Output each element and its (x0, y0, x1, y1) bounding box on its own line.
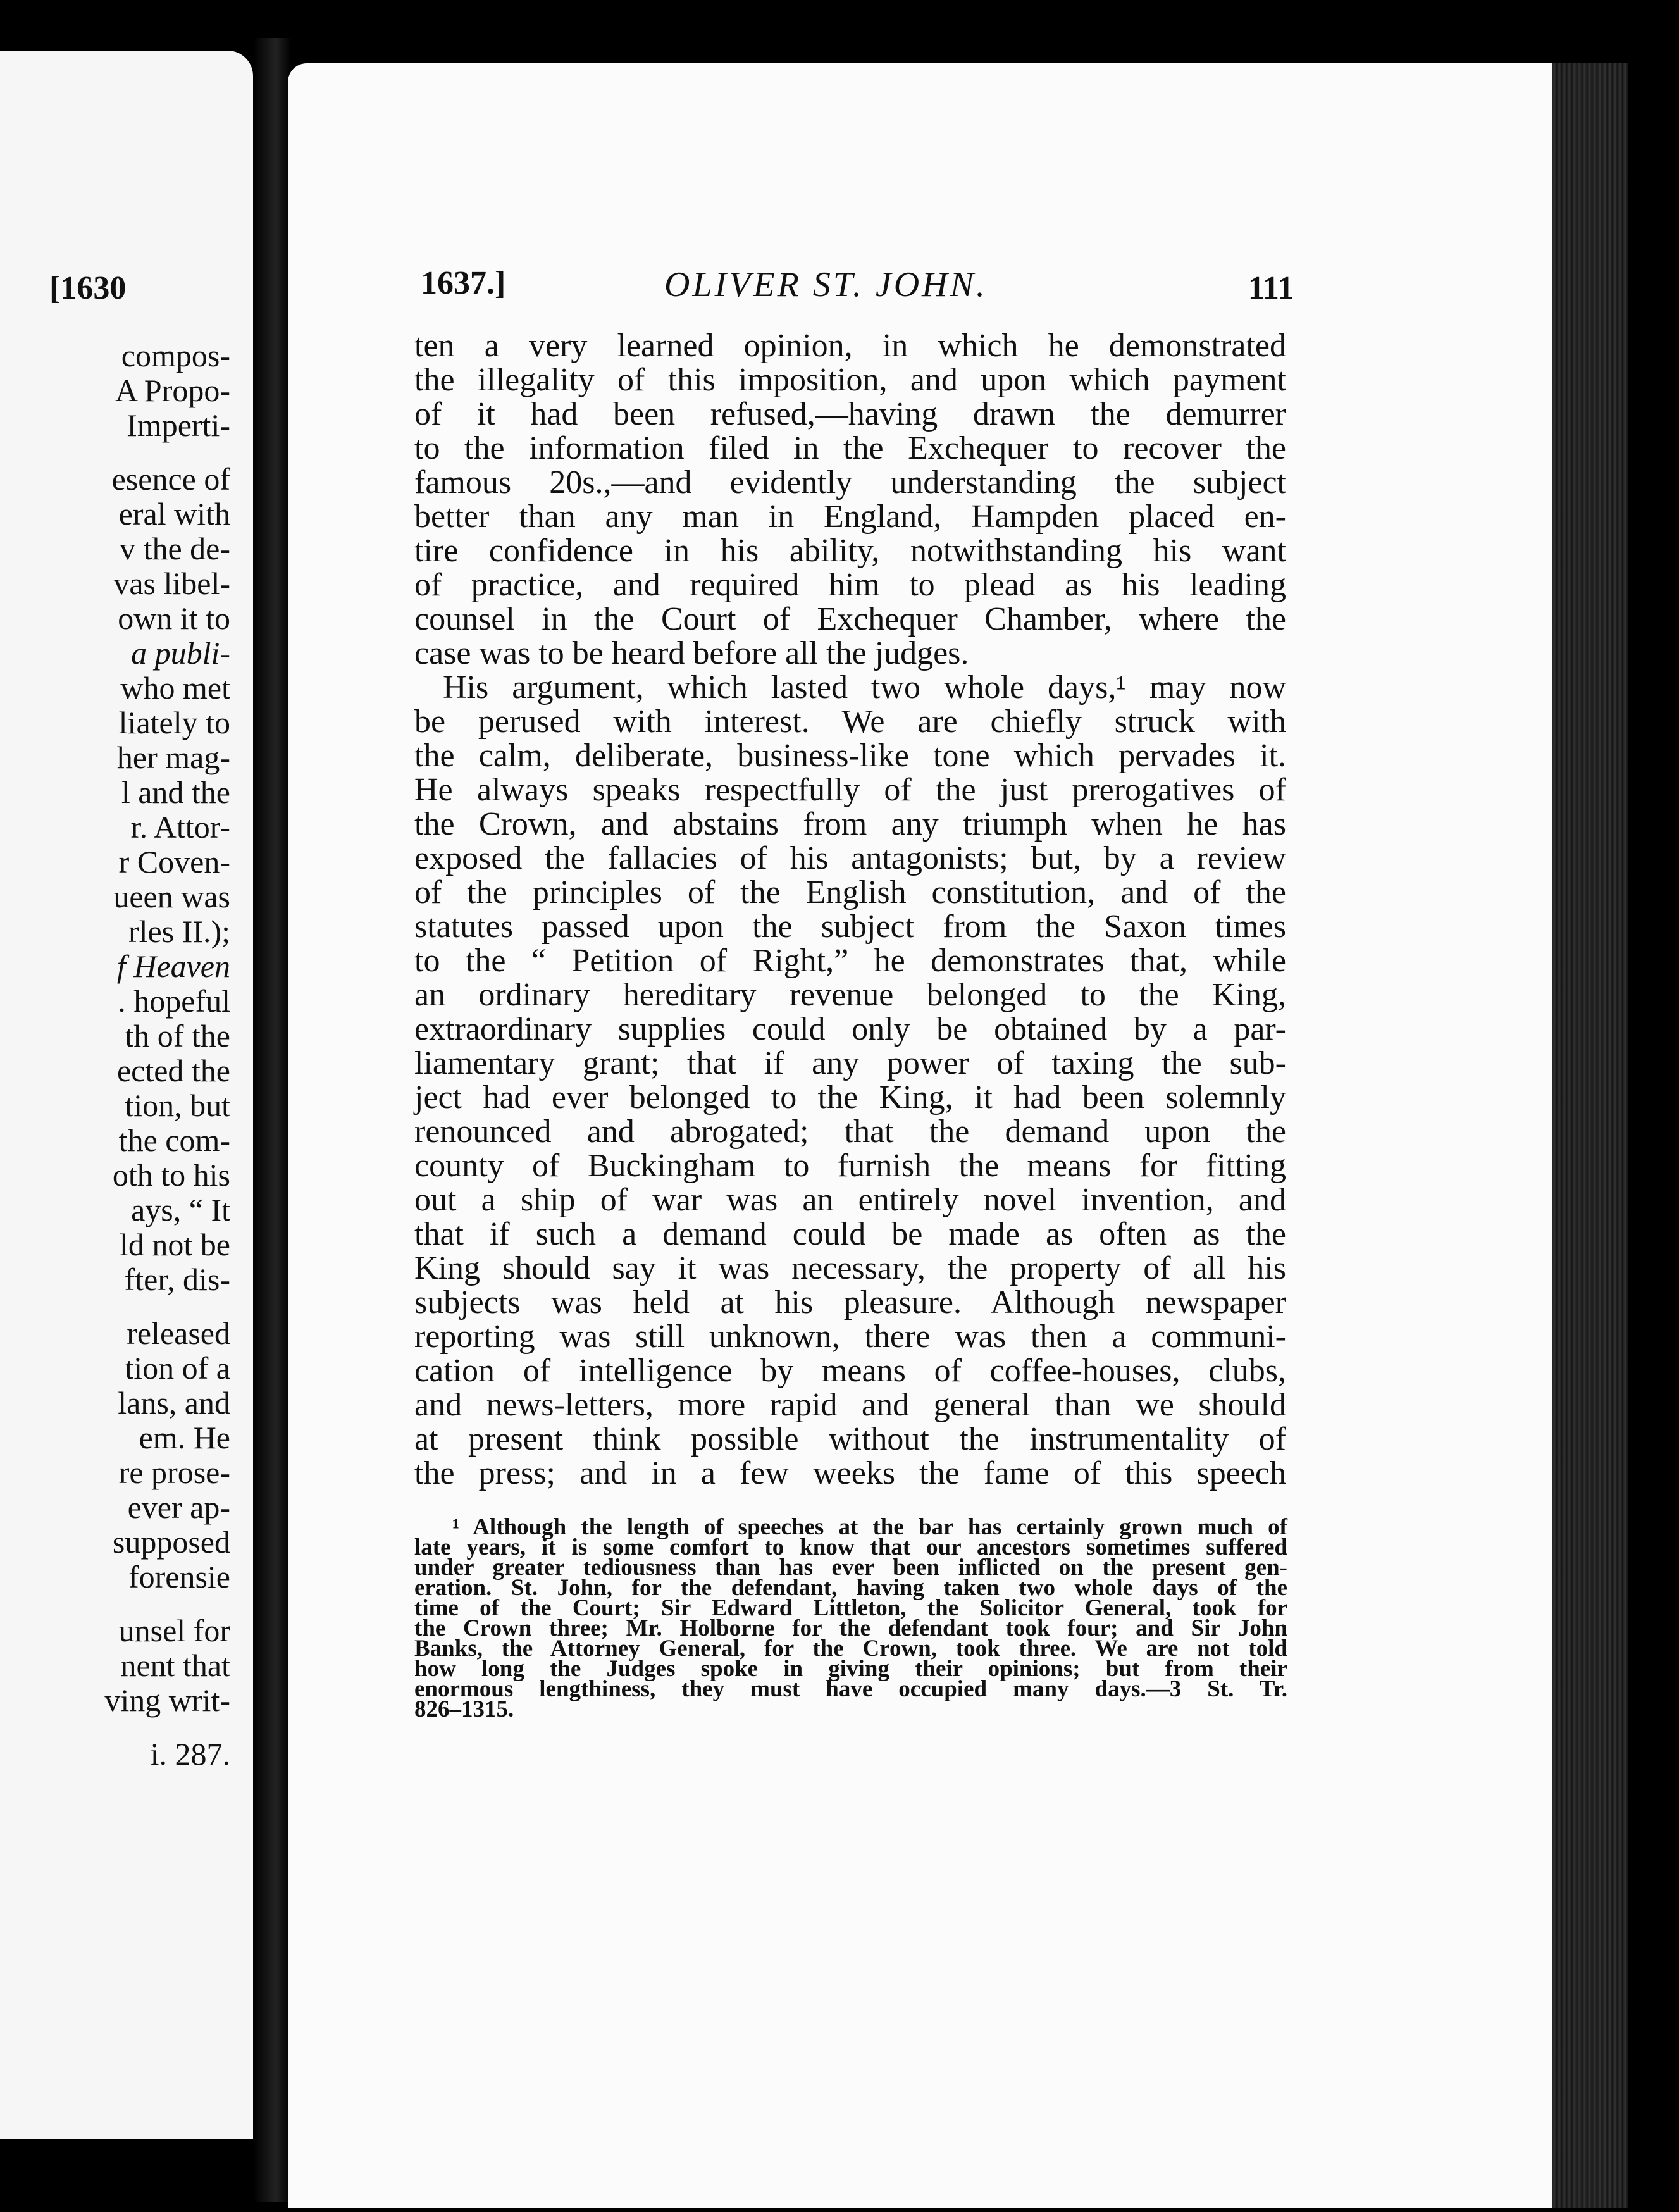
body-line: His argument, which lasted two whole days,¹ may now (443, 669, 1286, 705)
body-line: ten a very learned opinion, in which he demonstrated (414, 328, 1286, 364)
left-page-line: f Heaven (116, 948, 230, 984)
left-page-line: who met (120, 670, 230, 705)
left-page-line: ays, “ It (131, 1192, 230, 1227)
footnote-line: time of the Court; Sir Edward Littleton, the Solicitor General, took for (414, 1595, 1287, 1621)
main-page (288, 63, 1552, 2208)
body-line: tire confidence in his ability, notwithstanding his want (414, 533, 1286, 569)
body-line: liamentary grant; that if any power of taxing the sub- (414, 1045, 1286, 1081)
left-page-line: eral with (118, 496, 230, 531)
footnote-line: Banks, the Attorney General, for the Crown, took three. We are not told (414, 1636, 1287, 1662)
body-line: better than any man in England, Hampden placed en- (414, 499, 1286, 535)
left-facing-page (0, 51, 253, 2139)
body-line: the calm, deliberate, business-like tone which pervades it. (414, 738, 1286, 774)
left-page-line: l and the (121, 774, 230, 810)
footnote-line: enormous lengthiness, they must have occupied many days.—3 St. Tr. (414, 1676, 1287, 1702)
left-page-line: lans, and (118, 1385, 230, 1420)
left-page-line: fter, dis- (124, 1262, 230, 1297)
body-line: exposed the fallacies of his antagonists; but, by a review (414, 840, 1286, 876)
left-page-line: ueen was (113, 879, 230, 914)
body-line: county of Buckingham to furnish the means for fitting (414, 1148, 1286, 1184)
body-line: that if such a demand could be made as often as the (414, 1216, 1286, 1252)
body-line: ject had ever belonged to the King, it had been solemnly (414, 1079, 1286, 1115)
left-page-line: vas libel- (113, 566, 230, 601)
body-line: to the “ Petition of Right,” he demonstrates that, while (414, 943, 1286, 979)
body-line: extraordinary supplies could only be obtained by a par- (414, 1011, 1286, 1047)
left-page-header: [1630 (49, 270, 127, 306)
left-page-line: tion, but (125, 1088, 230, 1123)
footnote-line: ¹ Although the length of speeches at the bar has certainly grown much of (452, 1514, 1287, 1540)
body-line: out a ship of war was an entirely novel invention, and (414, 1182, 1286, 1218)
body-line: the press; and in a few weeks the fame of this speech (414, 1455, 1286, 1491)
body-line: renounced and abrogated; that the demand upon the (414, 1114, 1286, 1150)
body-line: an ordinary hereditary revenue belonged to the King, (414, 977, 1286, 1013)
left-page-line: nent that (120, 1648, 230, 1683)
body-line: of it had been refused,—having drawn the demurrer (414, 396, 1286, 432)
body-line: King should say it was necessary, the property of all his (414, 1250, 1286, 1286)
body-line: at present think possible without the instrumentality of (414, 1421, 1286, 1457)
body-line: statutes passed upon the subject from the Saxon times (414, 909, 1286, 945)
left-page-line: . hopeful (118, 983, 230, 1019)
left-page-line: unsel for (118, 1613, 230, 1648)
body-line: counsel in the Court of Exchequer Chamber, where the (414, 601, 1286, 637)
left-page-line: v the de- (120, 531, 230, 566)
left-page-line: oth to his (112, 1157, 230, 1193)
left-page-line: r. Attor- (130, 809, 230, 845)
left-page-line: forensie (128, 1559, 230, 1594)
book-gutter (253, 38, 291, 2202)
left-page-line: th of the (125, 1018, 230, 1053)
body-line: cation of intelligence by means of coffee-houses, clubs, (414, 1353, 1286, 1389)
left-page-line: ving writ- (104, 1682, 230, 1718)
footnote-line: 826–1315. (414, 1696, 514, 1722)
left-page-line: tion of a (125, 1350, 230, 1386)
left-page-line: re prose- (118, 1455, 230, 1490)
body-line: case was to be heard before all the judges. (414, 635, 969, 671)
left-page-line: rles II.); (128, 914, 230, 949)
body-line: He always speaks respectfully of the just prerogatives of (414, 772, 1286, 808)
left-page-line: ld not be (120, 1227, 230, 1262)
footnote-line: the Crown three; Mr. Holborne for the defendant took four; and Sir John (414, 1615, 1287, 1641)
left-page-line: Imperti- (127, 407, 230, 443)
left-page-line: a publi- (131, 635, 230, 671)
body-line: of practice, and required him to plead as his leading (414, 567, 1286, 603)
left-page-line: A Propo- (115, 373, 230, 408)
left-page-line: ected the (116, 1053, 230, 1088)
body-line: be perused with interest. We are chiefly struck with (414, 704, 1286, 740)
running-head-title: OLIVER ST. JOHN. (664, 265, 988, 304)
footnote-line: under greater tediousness than has ever been inflicted on the present gen- (414, 1555, 1287, 1581)
left-page-line: esence of (111, 461, 230, 497)
footnote-line: eration. St. John, for the defendant, having taken two whole days of the (414, 1575, 1287, 1601)
left-page-line: ever ap- (127, 1489, 230, 1525)
footnote-line: how long the Judges spoke in giving their opinions; but from their (414, 1656, 1287, 1682)
body-line: of the principles of the English constitution, and of the (414, 874, 1286, 910)
footnote (414, 1514, 1287, 1722)
left-page-line: the com- (118, 1122, 230, 1158)
left-page-line: liately to (118, 705, 230, 740)
left-page-line: her mag- (116, 740, 230, 775)
body-line: reporting was still unknown, there was then a communi- (414, 1319, 1286, 1355)
body-line: to the information filed in the Exchequer to recover the (414, 430, 1286, 466)
running-head (421, 264, 1294, 315)
body-line: subjects was held at his pleasure. Although newspaper (414, 1284, 1286, 1320)
running-head-date: 1637.] (421, 265, 506, 301)
body-line: and news-letters, more rapid and general than we should (414, 1387, 1286, 1423)
body-line: the illegality of this imposition, and upon which payment (414, 362, 1286, 398)
left-page-line: own it to (118, 600, 230, 636)
left-page-line: r Coven- (118, 844, 230, 879)
book-page-edge (1552, 63, 1628, 2208)
page-number: 111 (1248, 270, 1294, 306)
left-page-line: released (127, 1315, 230, 1351)
left-page-line: compos- (121, 338, 230, 373)
left-page-line: em. He (139, 1420, 230, 1455)
left-page-line: i. 287. (150, 1736, 230, 1772)
left-page-line: supposed (112, 1524, 230, 1560)
footnote-line: late years, it is some comfort to know that our ancestors sometimes suffered (414, 1534, 1287, 1560)
body-line: famous 20s.,—and evidently understanding the subject (414, 464, 1286, 500)
body-line: the Crown, and abstains from any triumph when he has (414, 806, 1286, 842)
body-text (414, 329, 1286, 1491)
